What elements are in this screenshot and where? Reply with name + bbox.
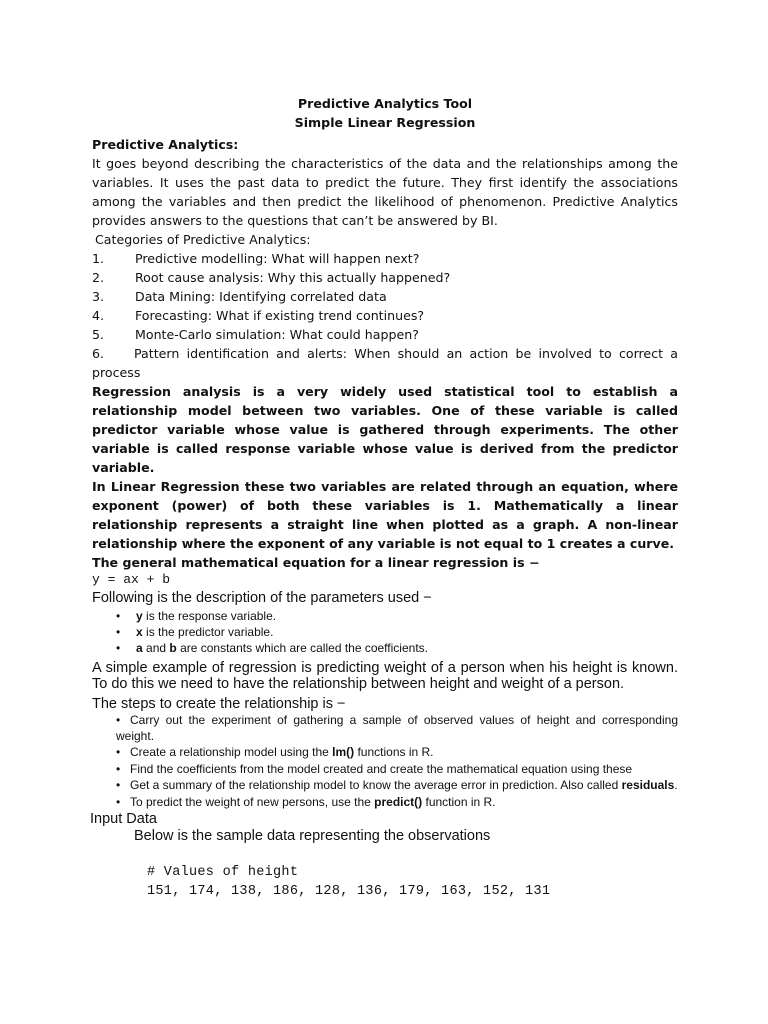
list-item: 5. Monte-Carlo simulation: What could happen? [92, 327, 419, 342]
bullet-icon: • [116, 640, 121, 655]
document-title: Predictive Analytics Tool [297, 96, 473, 111]
code-values: 151, 174, 138, 186, 128, 136, 179, 163, 152, 131 [147, 884, 551, 899]
list-item: • Find the coefficients from the model created and create the mathematical equation using these [116, 761, 633, 776]
list-item: • x is the predictor variable. [116, 624, 274, 639]
list-item: • Get a summary of the relationship model to know the average error in prediction. Also called residuals. [116, 778, 678, 792]
paragraph-example: A simple example of regression is predicting weight of a person when his height is known. To do this we need to have the relationship between height and weight of a person. [92, 659, 678, 692]
list-item: 6. Pattern identification and alerts: When should an action be involved to correct a process [92, 346, 678, 380]
equation-code: y = ax + b [92, 572, 171, 587]
list-item: • To predict the weight of new persons, use the predict() function in R. [116, 794, 496, 809]
params-list [92, 608, 678, 656]
bullet-icon: • [116, 778, 121, 792]
list-item: • Carry out the experiment of gathering a sample of observed values of height and corresponding weight. [116, 713, 678, 743]
paragraph-predictive-analytics: It goes beyond describing the characteristics of the data and the relationships among the variables. It uses the past data to predict the future. They first identify the associations among the variables and then predict the likelihood of phenomenon. Predictive Analytics provides answers to the questions that can’t be answered by BI. [92, 156, 678, 228]
bullet-icon: • [116, 761, 121, 776]
document-subtitle: Simple Linear Regression [294, 115, 476, 130]
categories-list [92, 249, 678, 382]
equation-intro: The general mathematical equation for a linear regression is − [92, 555, 540, 570]
section-heading-predictive-analytics: Predictive Analytics: [92, 137, 239, 152]
list-item: • a and b are constants which are called the coefficients. [116, 640, 428, 655]
params-intro: Following is the description of the parameters used − [92, 590, 432, 606]
bullet-icon: • [116, 745, 121, 759]
categories-heading: Categories of Predictive Analytics: [95, 232, 311, 247]
bullet-icon: • [116, 608, 121, 623]
bullet-icon: • [116, 624, 121, 639]
list-item: 4. Forecasting: What if existing trend continues? [92, 308, 425, 323]
paragraph-regression-analysis: Regression analysis is a very widely used statistical tool to establish a relationship model between two variables. One of these variable is called predictor variable whose value is gathered through experiments. The other variable is called response variable whose value is derived from the predictor variable. [92, 384, 678, 475]
steps-list [92, 713, 678, 810]
code-comment: # Values of height [147, 865, 299, 880]
bullet-icon: • [116, 794, 121, 809]
document-page [92, 94, 678, 901]
input-data-description: Below is the sample data representing the observations [134, 828, 491, 844]
paragraph-linear-regression: In Linear Regression these two variables are related through an equation, where exponent (power) of both these variables is 1. Mathematically a linear relationship represents a straight line when plotted as a graph. A non-linear relationship where the exponent of any variable is not equal to 1 creates a curve. [92, 479, 678, 551]
list-item: • Create a relationship model using the lm() functions in R. [116, 745, 434, 759]
list-item: 1. Predictive modelling: What will happen next? [92, 251, 420, 266]
code-block [147, 863, 678, 901]
section-heading-input-data: Input Data [90, 811, 157, 827]
list-item: 3. Data Mining: Identifying correlated data [92, 289, 387, 304]
list-item: • y is the response variable. [116, 608, 277, 623]
bullet-icon: • [116, 713, 121, 727]
list-item: 2. Root cause analysis: Why this actually happened? [92, 270, 451, 285]
steps-intro: The steps to create the relationship is − [92, 695, 346, 712]
